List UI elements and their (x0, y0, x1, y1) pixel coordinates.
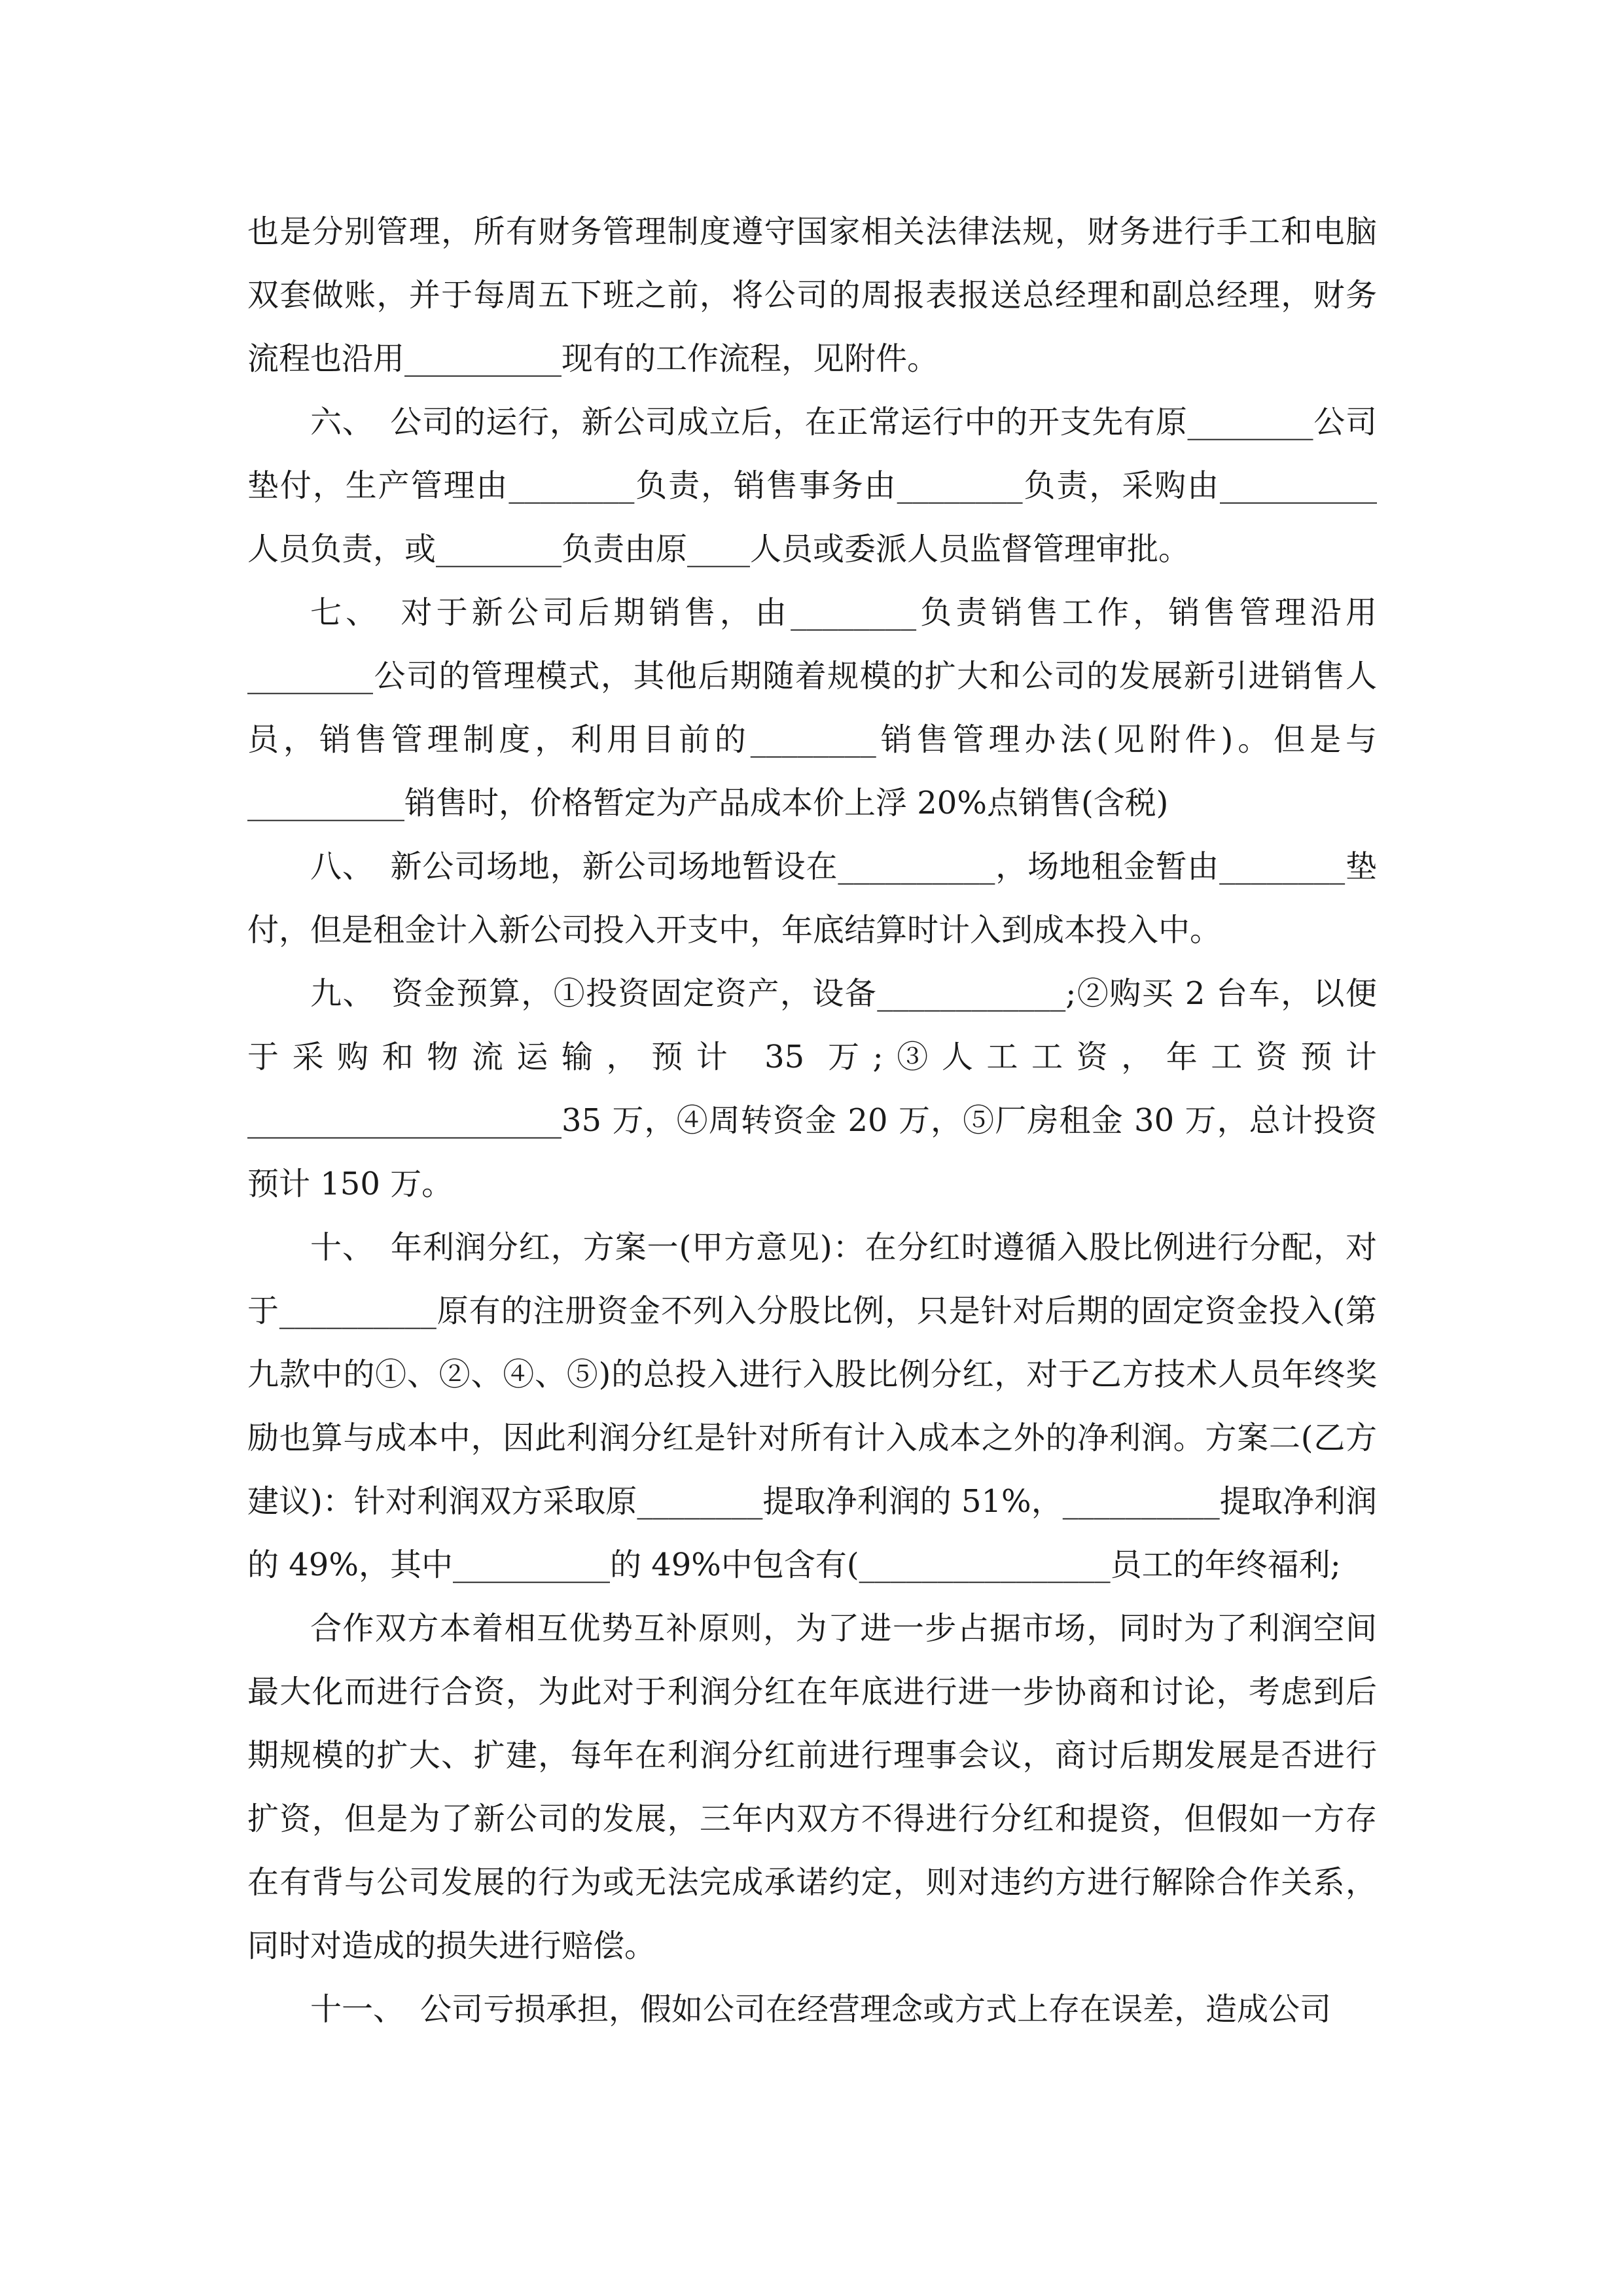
paragraph-clause-6: 六、 公司的运行，新公司成立后，在正常运行中的开支先有原________公司垫付，生产管理由________负责，销售事务由________负责，采购由__________人员负责，或________负责由原____人员或委派人员监督管理审批。 (247, 404, 1377, 567)
paragraph-clause-9: 九、 资金预算，①投资固定资产，设备____________;②购买 2 台车，以便于采购和物流运输，预计 35 万;③人工工资，年工资预计____________________35 万，④周转资金 20 万，⑤厂房租金 30 万，总计投资预计 150 万。 (247, 975, 1377, 1202)
paragraph-clause-8: 八、 新公司场地，新公司场地暂设在__________，场地租金暂由________垫付，但是租金计入新公司投入开支中，年底结算时计入到成本投入中。 (247, 848, 1377, 948)
paragraph-clause-10: 十、 年利润分红，方案一(甲方意见)：在分红时遵循入股比例进行分配，对于__________原有的注册资金不列入分股比例，只是针对后期的固定资金投入(第九款中的①、②、④、⑤)的总投入进行入股比例分红，对于乙方技术人员年终奖励也算与成本中，因此利润分红是针对所有计入成本之外的净利润。方案二(乙方建议)：针对利润双方采取原________提取净利润的 51%，__________提取净利润的 49%，其中__________的 49%中包含有(________________员工的年终福利; (247, 1229, 1377, 1583)
paragraph-clause-11: 十一、 公司亏损承担，假如公司在经营理念或方式上存在误差，造成公司 (310, 1991, 1332, 2028)
document-body (247, 200, 1377, 2041)
paragraph-cooperation: 合作双方本着相互优势互补原则，为了进一步占据市场，同时为了利润空间最大化而进行合资，为此对于利润分红在年底进行进一步协商和讨论，考虑到后期规模的扩大、扩建，每年在利润分红前进行理事会议，商讨后期发展是否进行扩资，但是为了新公司的发展，三年内双方不得进行分红和提资，但假如一方存在有背与公司发展的行为或无法完成承诺约定，则对违约方进行解除合作关系，同时对造成的损失进行赔偿。 (247, 1610, 1377, 1964)
paragraph-clause-7: 七、 对于新公司后期销售，由________负责销售工作，销售管理沿用________公司的管理模式，其他后期随着规模的扩大和公司的发展新引进销售人员，销售管理制度，利用目前的________销售管理办法(见附件)。但是与__________销售时，价格暂定为产品成本价上浮 20%点销售(含税) (247, 594, 1377, 821)
paragraph-finance-continued: 也是分别管理，所有财务管理制度遵守国家相关法律法规，财务进行手工和电脑双套做账，并于每周五下班之前，将公司的周报表报送总经理和副总经理，财务流程也沿用__________现有的工作流程，见附件。 (247, 213, 1377, 377)
